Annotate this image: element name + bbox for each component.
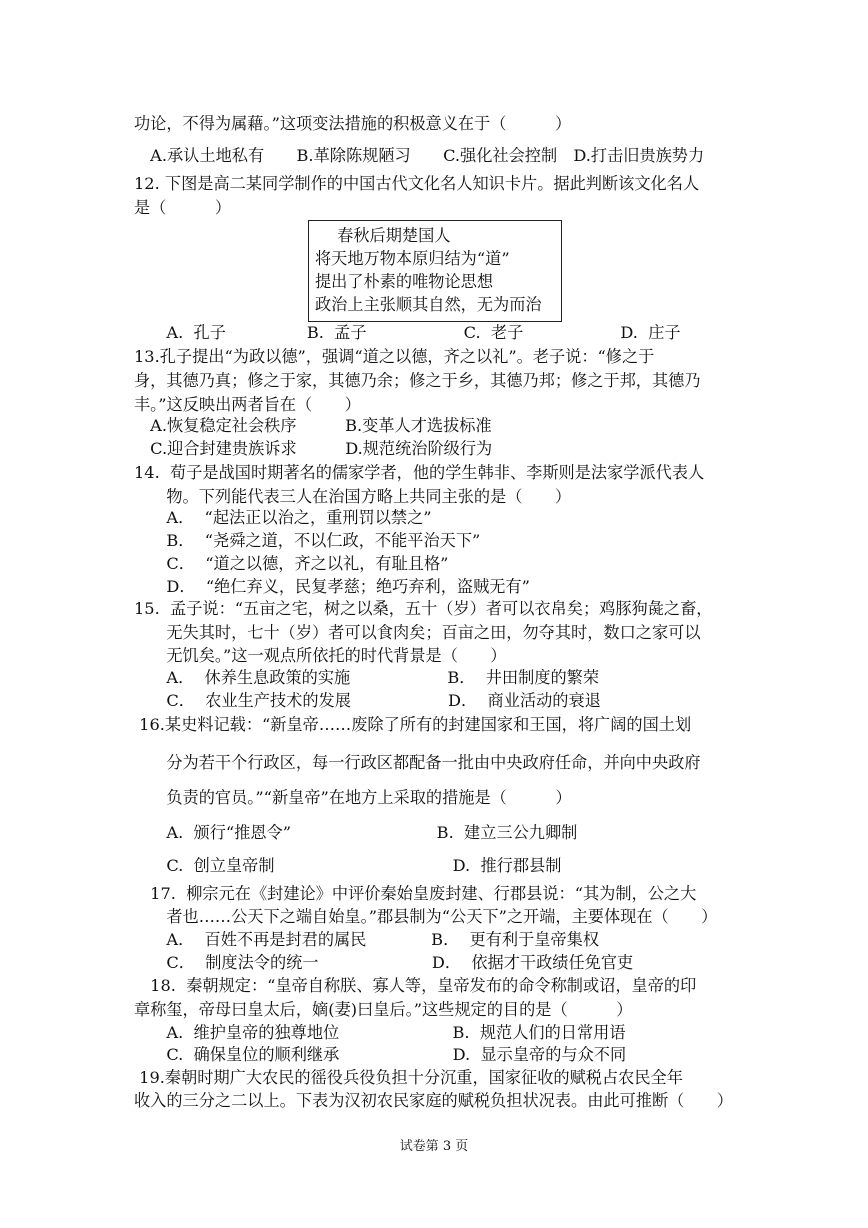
q17-options-1: A． 百姓不再是封君的属民 B． 更有利于皇帝集权 [134,930,600,949]
q13-stem-3: 丰。”这反映出两者旨在（ ） [134,395,361,414]
q13-options-2: C.迎合封建贵族诉求 D.规范统治阶级行为 [134,439,493,458]
q18-stem-2: 章称玺，帝母曰皇太后，嫡(妻)曰皇后。”这些规定的目的是（ ） [134,1000,633,1019]
q12-stem-1: 12. 下图是高二某同学制作的中国古代文化名人知识卡片。据此判断该文化名人 [134,174,700,193]
q18-options-2: C. 确保皇位的顺利继承 D. 显示皇帝的与众不同 [134,1045,627,1064]
q14-option-b: B． “尧舜之道，不以仁政，不能平治天下” [134,531,481,550]
q18-options-1: A. 维护皇帝的独尊地位 B. 规范人们的日常用语 [134,1023,626,1042]
q14-option-a: A． “起法正以治之，重刑罚以禁之” [134,508,432,527]
q14-stem-1: 14. 荀子是战国时期著名的儒家学者，他的学生韩非、李斯则是法家学派代表人 [134,463,705,482]
q16-stem-1: 16.某史料记载：“新皇帝……废除了所有的封建国家和王国，将广阔的国土划 [134,715,692,734]
q15-stem-3: 无饥矣。”这一观点所依托的时代背景是（ ） [134,646,507,665]
q11-options: A.承认土地私有 B.革除陈规陋习 C.强化社会控制 D.打击旧贵族势力 [134,146,705,165]
q12-stem-2: 是（ ） [134,198,232,217]
q13-stem-2: 身，其德乃真；修之于家，其德乃余；修之于乡，其德乃邦；修之于邦，其德乃 [134,371,701,390]
q14-stem-2: 物。下列能代表三人在治国方略上共同主张的是（ ） [134,487,572,506]
q14-option-c: C． “道之以德，齐之以礼，有耻且格” [134,554,449,573]
q13-stem-1: 13.孔子提出“为政以德”，强调“道之以德，齐之以礼”。老子说：“修之于 [134,347,655,366]
q17-stem-2: 者也……公天下之端自始皇。”郡县制为“公天下”之开端，主要体现在（ ） [134,907,718,926]
q14-option-d: D． “绝仁弃义，民复孝慈；绝巧弃利，盗贼无有” [134,577,530,596]
card-line: 提出了朴素的唯物论思想 [315,272,494,291]
q19-stem-2: 收入的三分之二以上。下表为汉初农民家庭的赋税负担状况表。由此可推断（ ） [134,1091,733,1110]
q17-options-2: C． 制度法令的统一 D． 依据才干政绩任免官吏 [134,953,634,972]
q18-stem-1: 18. 秦朝规定：“皇帝自称朕、寡人等，皇帝发布的命令称制或诏，皇帝的印 [134,976,697,995]
card-line: 政治上主张顺其自然，无为而治 [315,295,542,314]
page-footer: 试卷第 3 页 [399,1139,469,1154]
q15-stem-1: 15. 孟子说：“五亩之宅，树之以桑，五十（岁）者可以衣帛矣；鸡豚狗彘之畜， [134,599,713,618]
q19-stem-1: 19.秦朝时期广大农民的徭役兵役负担十分沉重，国家征收的赋税占农民全年 [134,1068,683,1087]
q15-stem-2: 无失其时，七十（岁）者可以食肉矣；百亩之田，勿夺其时，数口之家可以 [134,623,701,642]
knowledge-card [308,220,562,322]
q16-options-1: A. 颁行“推恩令” B. 建立三公九卿制 [134,823,578,842]
q16-options-2: C. 创立皇帝制 D. 推行郡县制 [134,856,562,875]
q11-tail: 功论，不得为属藉。”这项变法措施的积极意义在于（ ） [134,114,572,133]
card-line: 将天地万物本原归结为“道” [315,249,510,268]
q17-stem-1: 17. 柳宗元在《封建论》中评价秦始皇废封建、行郡县说：“其为制，公之大 [134,884,697,903]
q16-stem-2: 分为若干个行政区，每一行政区都配备一批由中央政府任命，并向中央政府 [134,753,701,772]
q16-stem-3: 负责的官员。”“新皇帝”在地方上采取的措施是（ ） [134,788,572,807]
q12-options: A. 孔子 B. 孟子 C. 老子 D. 庄子 [134,323,681,342]
q15-options-2: C． 农业生产技术的发展 D． 商业活动的衰退 [134,691,601,710]
card-line: 春秋后期楚国人 [321,226,451,245]
q15-options-1: A． 休养生息政策的实施 B． 井田制度的繁荣 [134,668,600,687]
q13-options-1: A.恢复稳定社会秩序 B.变革人才选拔标准 [134,416,492,435]
